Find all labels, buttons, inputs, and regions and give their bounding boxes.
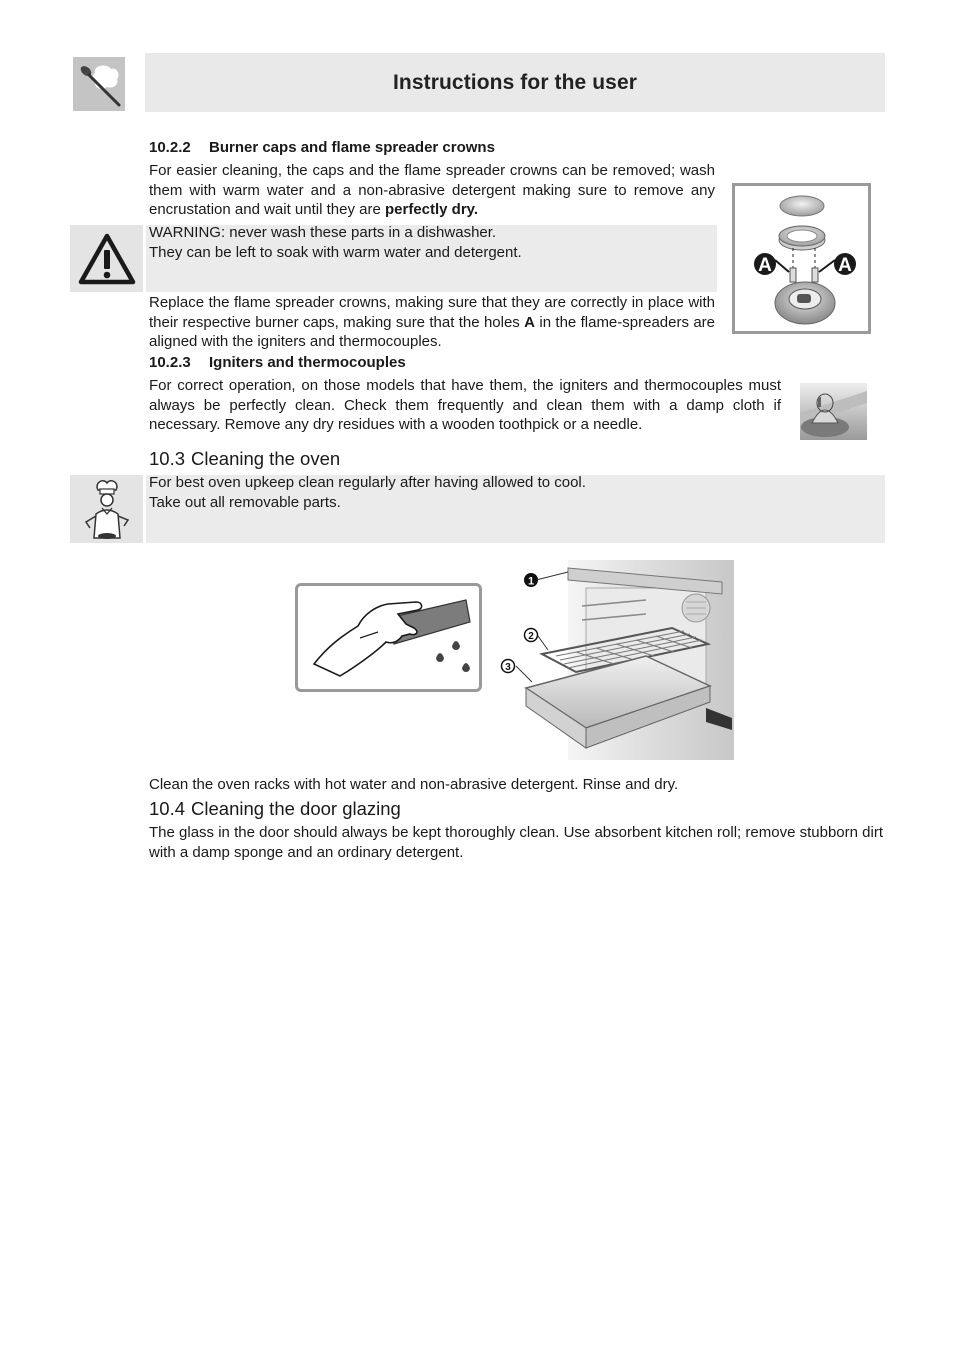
callout-1: 1 (527, 575, 535, 588)
igniter-figure (800, 383, 867, 440)
section-10-2-3-heading (149, 354, 729, 371)
callout-2: 2 (528, 631, 534, 642)
page-title: Instructions for the user (392, 70, 638, 94)
section-number: 10.2.2 (149, 139, 191, 156)
door-glazing-paragraph: The glass in the door should always be kept thoroughly clean. Use absorbent kitchen roll; remove stubborn dirt with a damp sponge and an ordinary detergent. (149, 824, 883, 861)
paragraph-text: Replace the flame spreader crowns, making sure that they are correctly in place with their respective burner caps, making sure that the holes (149, 294, 715, 331)
paragraph-bold: perfectly dry. (384, 201, 479, 219)
section-number: 10.2.3 (149, 354, 191, 371)
section-10-3-heading (149, 448, 340, 470)
section-number: 10.4 (149, 798, 186, 819)
oven-figure (496, 558, 736, 762)
figure-label-a: A (838, 255, 852, 276)
warning-triangle-icon (77, 231, 137, 287)
section-10-2-2-heading (149, 139, 729, 156)
replace-crowns-paragraph (149, 293, 715, 352)
warning-line: They can be left to soak with warm water and detergent. (149, 243, 522, 261)
sponge-figure (295, 583, 482, 692)
igniters-paragraph: For correct operation, on those models that have them, the igniters and thermocouples must always be perfectly clean. Check them frequently and clean them with a damp cloth if necessary. Remove any dry residues with a wooden toothpick or a needle. (149, 377, 781, 434)
hand-sponge-illustration (298, 586, 479, 689)
section-number: 10.3 (149, 448, 186, 469)
paragraph-text: For easier cleaning, the caps and the flame spreader crowns can be removed; wash them with warm water and a non-abrasive detergent making sure to remove any encrustation and wait until they are (149, 162, 715, 219)
spoon-chef-hat-icon (73, 57, 125, 111)
burner-illustration (735, 186, 868, 331)
header-logo (73, 57, 125, 111)
chef-icon (82, 478, 132, 540)
paragraph-bold: A (524, 313, 536, 331)
note-line: For best oven upkeep clean regularly after having allowed to cool. (149, 474, 586, 491)
burner-figure (732, 183, 871, 334)
warning-line: WARNING: never wash these parts in a dishwasher. (149, 224, 497, 241)
section-title: Igniters and thermocouples (209, 354, 406, 371)
warning-icon-box (70, 225, 143, 292)
warning-box (146, 225, 717, 292)
burner-caps-paragraph (149, 161, 715, 220)
section-title: Cleaning the oven (191, 448, 341, 469)
callout-3: 3 (505, 662, 511, 673)
oven-caption: Clean the oven racks with hot water and non-abrasive detergent. Rinse and dry. (149, 776, 679, 793)
note-box (146, 475, 885, 543)
igniter-illustration (800, 383, 867, 440)
section-10-4-heading (149, 798, 401, 820)
section-title: Burner caps and flame spreader crowns (209, 139, 495, 156)
chef-icon-box (70, 475, 143, 543)
oven-interior-illustration (496, 558, 736, 762)
paragraph-text: in the flame-spreaders are aligned with the igniters and thermocouples. (149, 313, 716, 351)
section-title: Cleaning the door glazing (191, 798, 401, 819)
figure-label-a: A (758, 255, 772, 276)
header-bar (145, 53, 885, 112)
note-line: Take out all removable parts. (149, 493, 341, 511)
